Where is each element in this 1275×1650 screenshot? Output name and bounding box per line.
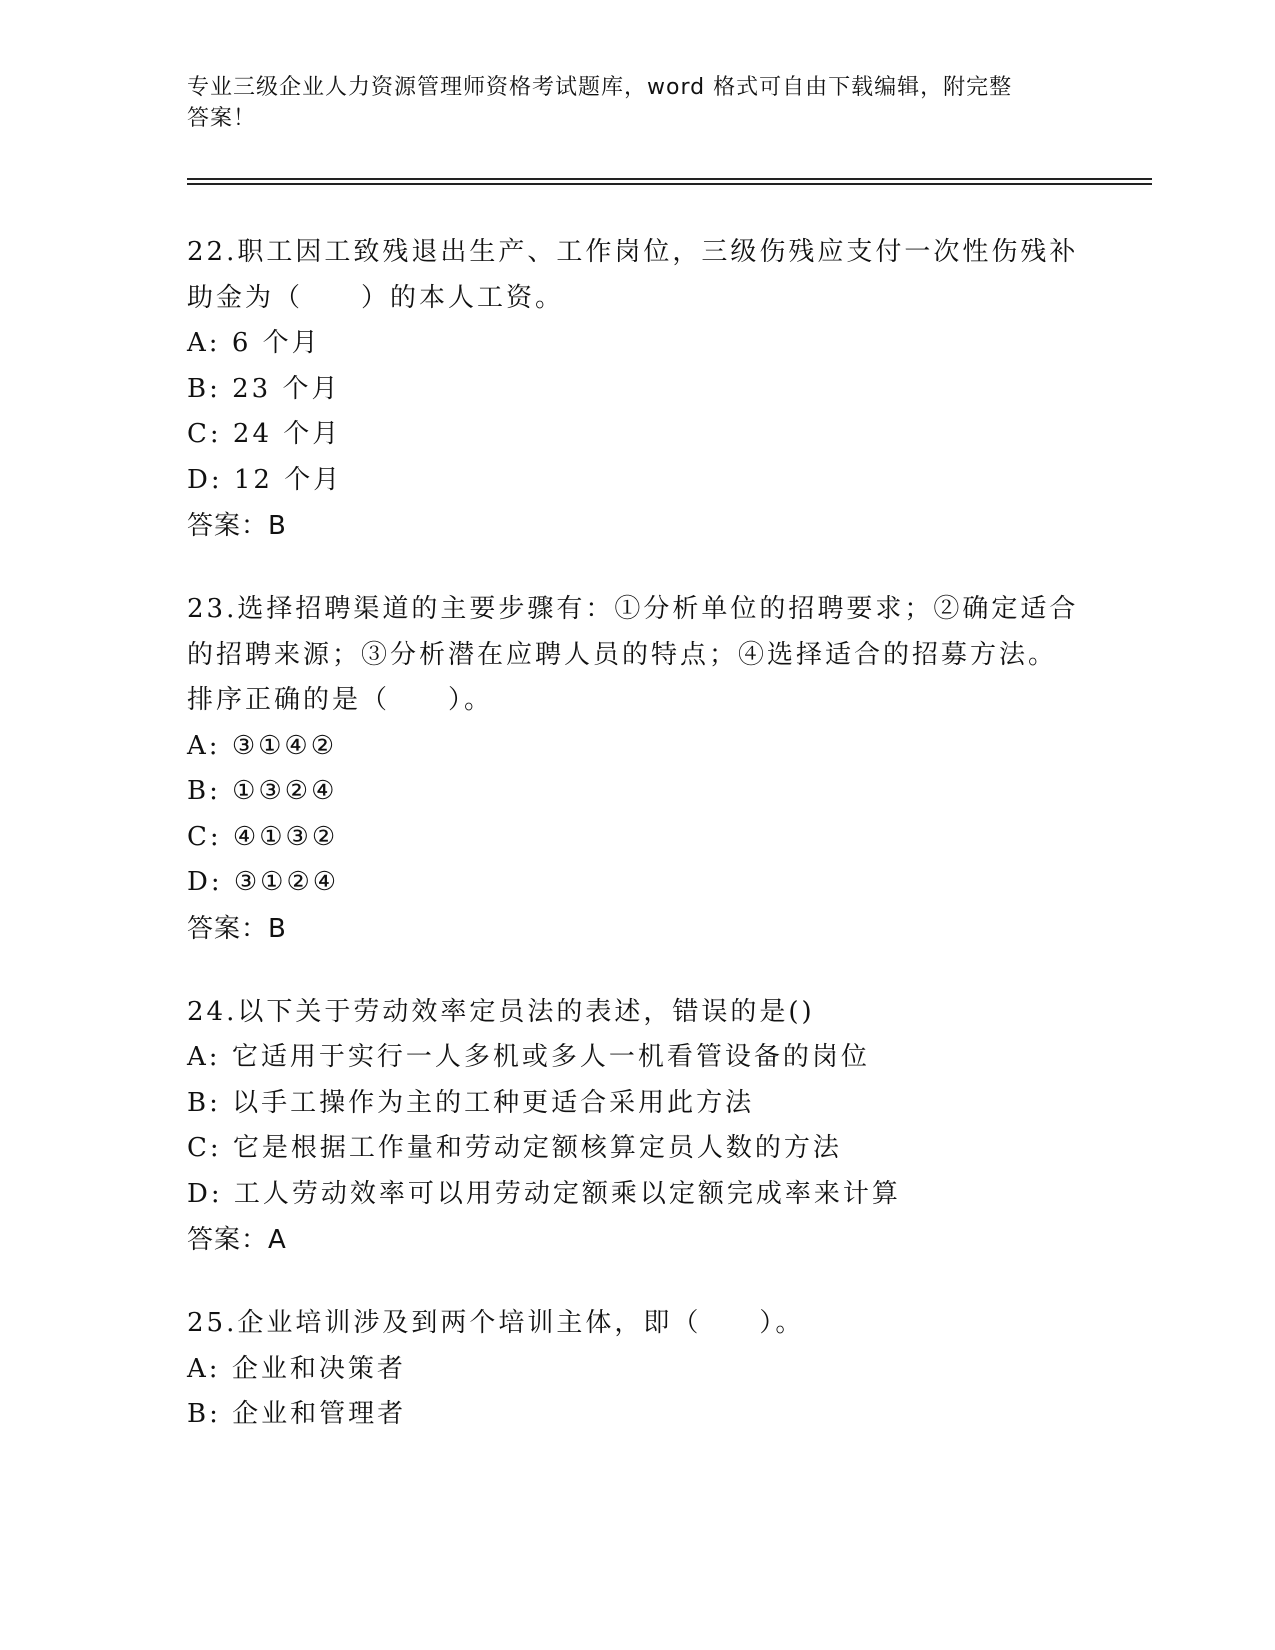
- option-item: [187, 1126, 1087, 1172]
- option-text: 它是根据工作量和劳动定额核算定员人数的方法: [232, 1133, 842, 1163]
- option-item: [187, 860, 1087, 906]
- option-spacer: [221, 1042, 232, 1072]
- option-label: C:: [187, 419, 222, 449]
- option-text: 它适用于实行一人多机或多人一机看管设备的岗位: [231, 1042, 870, 1072]
- option-label: A:: [187, 1353, 221, 1384]
- question-text-line: 22.职工因工致残退出生产、工作岗位，三级伤残应支付一次性伤残补: [187, 237, 1079, 267]
- option-item: [187, 1081, 1087, 1127]
- answer-line: [187, 503, 1087, 549]
- option-item: [187, 815, 1087, 861]
- option-label: C:: [187, 1133, 222, 1163]
- option-label: B:: [187, 776, 221, 806]
- answer-line: [187, 906, 1087, 952]
- option-label: D:: [187, 1178, 223, 1209]
- option-label: C:: [187, 821, 222, 852]
- question-text-line: 排序正确的是（ ）。: [187, 685, 494, 715]
- option-item: [187, 412, 1087, 458]
- option-label: A:: [187, 328, 221, 358]
- header-divider-top: [187, 178, 1152, 180]
- option-spacer: [223, 1179, 234, 1209]
- answer-label: 答案：: [187, 511, 269, 541]
- option-label: B:: [187, 1087, 221, 1118]
- question-text-line: 的招聘来源；③分析潜在应聘人员的特点；④选择适合的招募方法。: [187, 639, 1058, 670]
- option-item: [187, 724, 1087, 770]
- option-item: [187, 458, 1087, 504]
- option-text: 企业和管理者: [232, 1399, 407, 1429]
- option-item: [187, 769, 1087, 815]
- option-item: [187, 1347, 1087, 1393]
- question-text-line: 助金为（ ）的本人工资。: [187, 282, 565, 313]
- answer-label: 答案：: [187, 913, 269, 944]
- answer-value: B: [268, 913, 287, 944]
- option-item: [187, 1392, 1087, 1438]
- question-text-line: 24.以下关于劳动效率定员法的表述，错误的是(): [187, 996, 815, 1027]
- option-text: 工人劳动效率可以用劳动定额乘以定额完成率来计算: [233, 1178, 901, 1209]
- option-text: ③①④②: [231, 730, 338, 761]
- option-spacer: [221, 776, 232, 806]
- option-label: A:: [187, 1042, 221, 1072]
- option-spacer: [223, 867, 234, 897]
- question-item: [187, 587, 1087, 952]
- answer-label: 答案：: [187, 1225, 269, 1255]
- option-text: 6 个月: [231, 328, 321, 358]
- question-item: [187, 1301, 1087, 1438]
- option-spacer: [221, 1088, 232, 1118]
- option-item: [187, 321, 1087, 367]
- option-text: ④①③②: [232, 821, 339, 852]
- option-label: B:: [187, 1399, 221, 1429]
- option-spacer: [223, 465, 234, 495]
- option-text: ①③②④: [232, 776, 338, 806]
- header-line-2: 答案！: [187, 106, 257, 131]
- question-text-line: 25.企业培训涉及到两个培训主体，即（ ）。: [187, 1308, 805, 1338]
- option-text: ③①②④: [233, 867, 340, 897]
- option-text: 以手工操作为主的工种更适合采用此方法: [232, 1087, 755, 1118]
- option-text: 24 个月: [232, 419, 342, 449]
- question-item: [187, 230, 1087, 549]
- header-divider-bottom: [187, 183, 1152, 185]
- option-spacer: [222, 822, 233, 852]
- header-line-1: 专业三级企业人力资源管理师资格考试题库，word 格式可自由下载编辑，附完整: [187, 75, 1013, 100]
- option-label: A:: [187, 730, 221, 761]
- option-spacer: [221, 1399, 232, 1429]
- option-spacer: [221, 328, 232, 358]
- option-item: [187, 1035, 1087, 1081]
- question-text-line: 23.选择招聘渠道的主要步骤有：①分析单位的招聘要求；②确定适合: [187, 594, 1079, 624]
- answer-line: [187, 1217, 1087, 1263]
- option-item: [187, 1172, 1087, 1218]
- option-spacer: [221, 731, 232, 761]
- option-spacer: [221, 1354, 232, 1384]
- option-label: D:: [187, 867, 223, 897]
- option-spacer: [222, 1133, 233, 1163]
- option-text: 12 个月: [233, 464, 343, 495]
- option-label: D:: [187, 464, 223, 495]
- answer-value: B: [268, 511, 287, 541]
- question-list: [187, 230, 1087, 1476]
- option-item: [187, 367, 1087, 413]
- option-label: B:: [187, 373, 221, 404]
- question-item: [187, 990, 1087, 1264]
- option-text: 企业和决策者: [231, 1353, 406, 1384]
- option-spacer: [221, 374, 232, 404]
- answer-value: A: [268, 1225, 287, 1255]
- document-header: [187, 72, 1067, 134]
- option-text: 23 个月: [232, 373, 341, 404]
- option-spacer: [222, 419, 233, 449]
